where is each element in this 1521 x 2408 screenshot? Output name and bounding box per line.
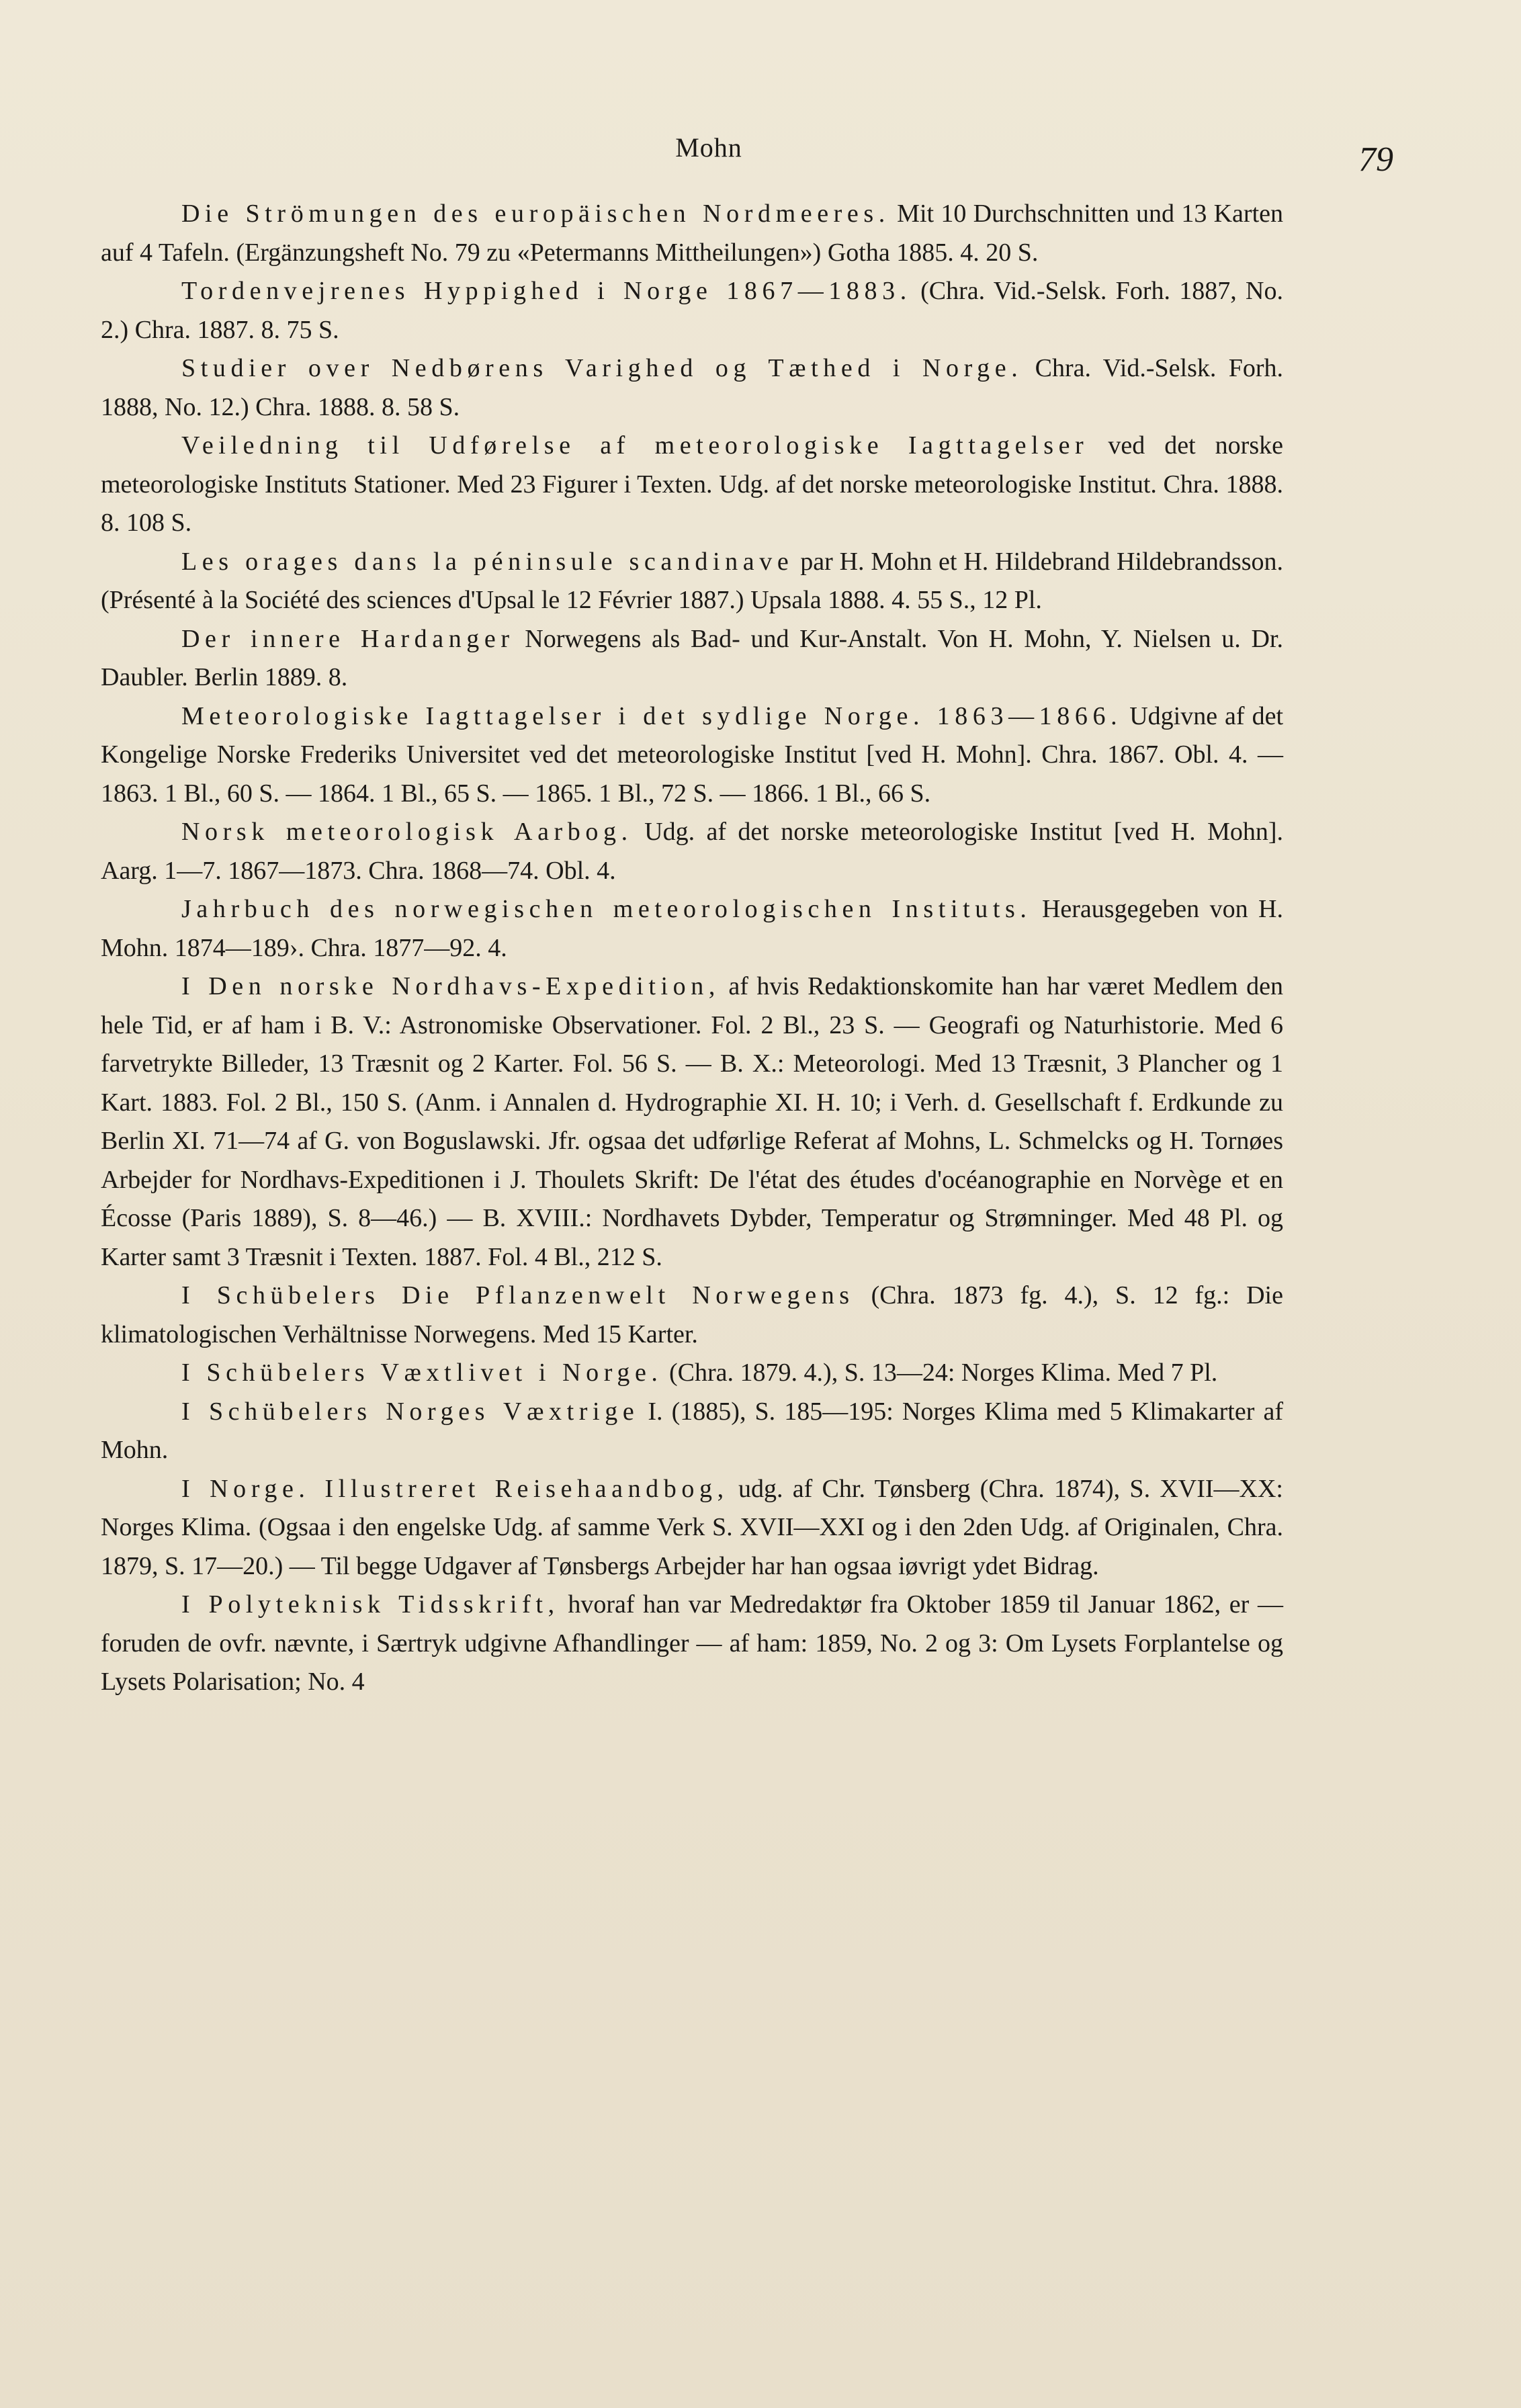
bibliography-entry — [101, 543, 1283, 620]
entry-details: Udgivne af det Kongelige Norske Frederiks Universitet ved det meteorologiske Institut [ved H. Mohn]. Chra. 1867. Obl. 4. — 1863. 1 Bl., 60 S. — 1864. 1 Bl., 65 S. — 1865. 1 Bl., 72 S. — 1866. 1 Bl., 66 S. — [101, 701, 1284, 808]
bibliography-entry — [101, 1393, 1283, 1470]
page-number: 79 — [1358, 140, 1393, 179]
bibliography-list — [101, 195, 1283, 1702]
running-head: Mohn — [675, 132, 742, 163]
entry-title: I Schübelers Norges Væxtrige — [181, 1397, 640, 1426]
entry-title: Tordenvejrenes Hyppighed i Norge 1867—1883. — [181, 277, 912, 305]
bibliography-entry — [101, 272, 1283, 349]
bibliography-entry — [101, 1354, 1283, 1393]
entry-title: Jahrbuch des norwegischen meteorologischen Instituts. — [181, 895, 1032, 923]
entry-details: hvoraf han var Medredaktør fra Oktober 1859 til Januar 1862, er — foruden de ovfr. nævnte, i Særtryk udgivne Afhandlinger — af ham: 1859, No. 2 og 3: Om Lysets Forplantelse og Lysets Polarisation; No. 4 — [101, 1590, 1283, 1696]
bibliography-entry — [101, 620, 1283, 697]
entry-details: af hvis Redaktionskomite han har været Medlem den hele Tid, er af ham i B. V.: Astronomiske Observationer. Fol. 2 Bl., 23 S. — Geografi og Naturhistorie. Med 6 farvetrykte Billeder, 13 Træsnit og 2 Karter. Fol. 56 S. — B. X.: Meteorologi. Med 13 Træsnit, 3 Plancher og 1 Kart. 1883. Fol. 2 Bl., 150 S. (Anm. i Annalen d. Hydrographie XI. H. 10; i Verh. d. Gesellschaft f. Erdkunde zu Berlin XI. 71—74 af G. von Boguslawski. Jfr. ogsaa det udførlige Referat af Mohns, L. Schmelcks og H. Tornøes Arbejder for Nordhavs-Expeditionen i J. Thoulets Skrift: De l'état des études d'océanographie en Norvège et en Écosse (Paris 1889), S. 8—46.) — B. XVIII.: Nordhavets Dybder, Temperatur og Strømninger. Med 48 Pl. og Karter samt 3 Træsnit i Texten. 1887. Fol. 4 Bl., 212 S. — [101, 972, 1284, 1271]
bibliography-entry — [101, 697, 1283, 814]
entry-title: Der innere Hardanger — [181, 624, 515, 653]
bibliography-entry — [101, 1586, 1283, 1702]
entry-title: Les orages dans la péninsule scandinave — [181, 547, 794, 576]
entry-title: I Norge. Illustreret Reisehaandbog, — [181, 1474, 729, 1503]
entry-details: Mit 10 Durchschnitten und 13 Karten auf 4 Tafeln. (Ergänzungsheft No. 79 zu «Petermanns Mittheilungen») Gotha 1885. 4. 20 S. — [101, 200, 1283, 267]
entry-title: Veiledning til Udførelse af meteorologiske Iagttagelser — [181, 431, 1089, 460]
entry-details: Herausgegeben von H. Mohn. 1874—189›. Chra. 1877—92. 4. — [101, 895, 1283, 962]
bibliography-entry — [101, 813, 1283, 890]
entry-details: udg. af Chr. Tønsberg (Chra. 1874), S. XVII—XX: Norges Klima. (Ogsaa i den engelske Udg. af samme Verk S. XVII—XXI og i den 2den Udg. af Originalen, Chra. 1879, S. 17—20.) — Til begge Udgaver af Tønsbergs Arbejder har han ogsaa iøvrigt ydet Bidrag. — [101, 1474, 1283, 1580]
entry-title: I Den norske Nordhavs-Expedition, — [181, 972, 720, 1000]
entry-details: par H. Mohn et H. Hildebrand Hildebrandsson. (Présenté à la Société des sciences d'Upsal le 12 Février 1887.) Upsala 1888. 4. 55 S., 12 Pl. — [101, 547, 1283, 614]
bibliography-entry — [101, 968, 1283, 1277]
entry-details: Chra. Vid.-Selsk. Forh. 1888, No. 12.) Chra. 1888. 8. 58 S. — [101, 354, 1283, 421]
entry-details: ved det norske meteorologiske Instituts Stationer. Med 23 Figurer i Texten. Udg. af det norske meteorologiske Institut. Chra. 1888. 8. 108 S. — [101, 431, 1283, 537]
entry-title: I Schübelers Væxtlivet i Norge. — [181, 1359, 663, 1387]
entry-details: (Chra. Vid.-Selsk. Forh. 1887, No. 2.) Chra. 1887. 8. 75 S. — [101, 277, 1283, 344]
bibliography-entry — [101, 195, 1283, 272]
entry-title: Meteorologiske Iagttagelser i det sydlige Norge. 1863—1866. — [181, 701, 1123, 730]
bibliography-entry — [101, 349, 1283, 427]
entry-title: I Polyteknisk Tidsskrift, — [181, 1590, 560, 1619]
entry-details: I. (1885), S. 185—195: Norges Klima med 5 Klimakarter af Mohn. — [101, 1397, 1283, 1464]
bibliography-entry — [101, 890, 1283, 968]
bibliography-entry — [101, 1470, 1283, 1586]
entry-title: Norsk meteorologisk Aarbog. — [181, 818, 633, 846]
entry-title: I Schübelers Die Pflanzenwelt Norwegens — [181, 1281, 855, 1309]
entry-title: Studier over Nedbørens Varighed og Tæthed i Norge. — [181, 354, 1023, 382]
entry-details: (Chra. 1873 fg. 4.), S. 12 fg.: Die klimatologischen Verhältnisse Norwegens. Med 15 Karter. — [101, 1281, 1283, 1348]
entry-details: (Chra. 1879. 4.), S. 13—24: Norges Klima. Med 7 Pl. — [662, 1359, 1218, 1387]
bibliography-entry — [101, 1277, 1283, 1354]
entry-details: Norwegens als Bad- und Kur-Anstalt. Von H. Mohn, Y. Nielsen u. Dr. Daubler. Berlin 1889. 8. — [101, 624, 1283, 691]
bibliography-entry — [101, 427, 1283, 543]
entry-title: Die Strömungen des europäischen Nordmeeres. — [181, 200, 890, 228]
entry-details: Udg. af det norske meteorologiske Institut [ved H. Mohn]. Aarg. 1—7. 1867—1873. Chra. 1868—74. Obl. 4. — [101, 818, 1284, 885]
